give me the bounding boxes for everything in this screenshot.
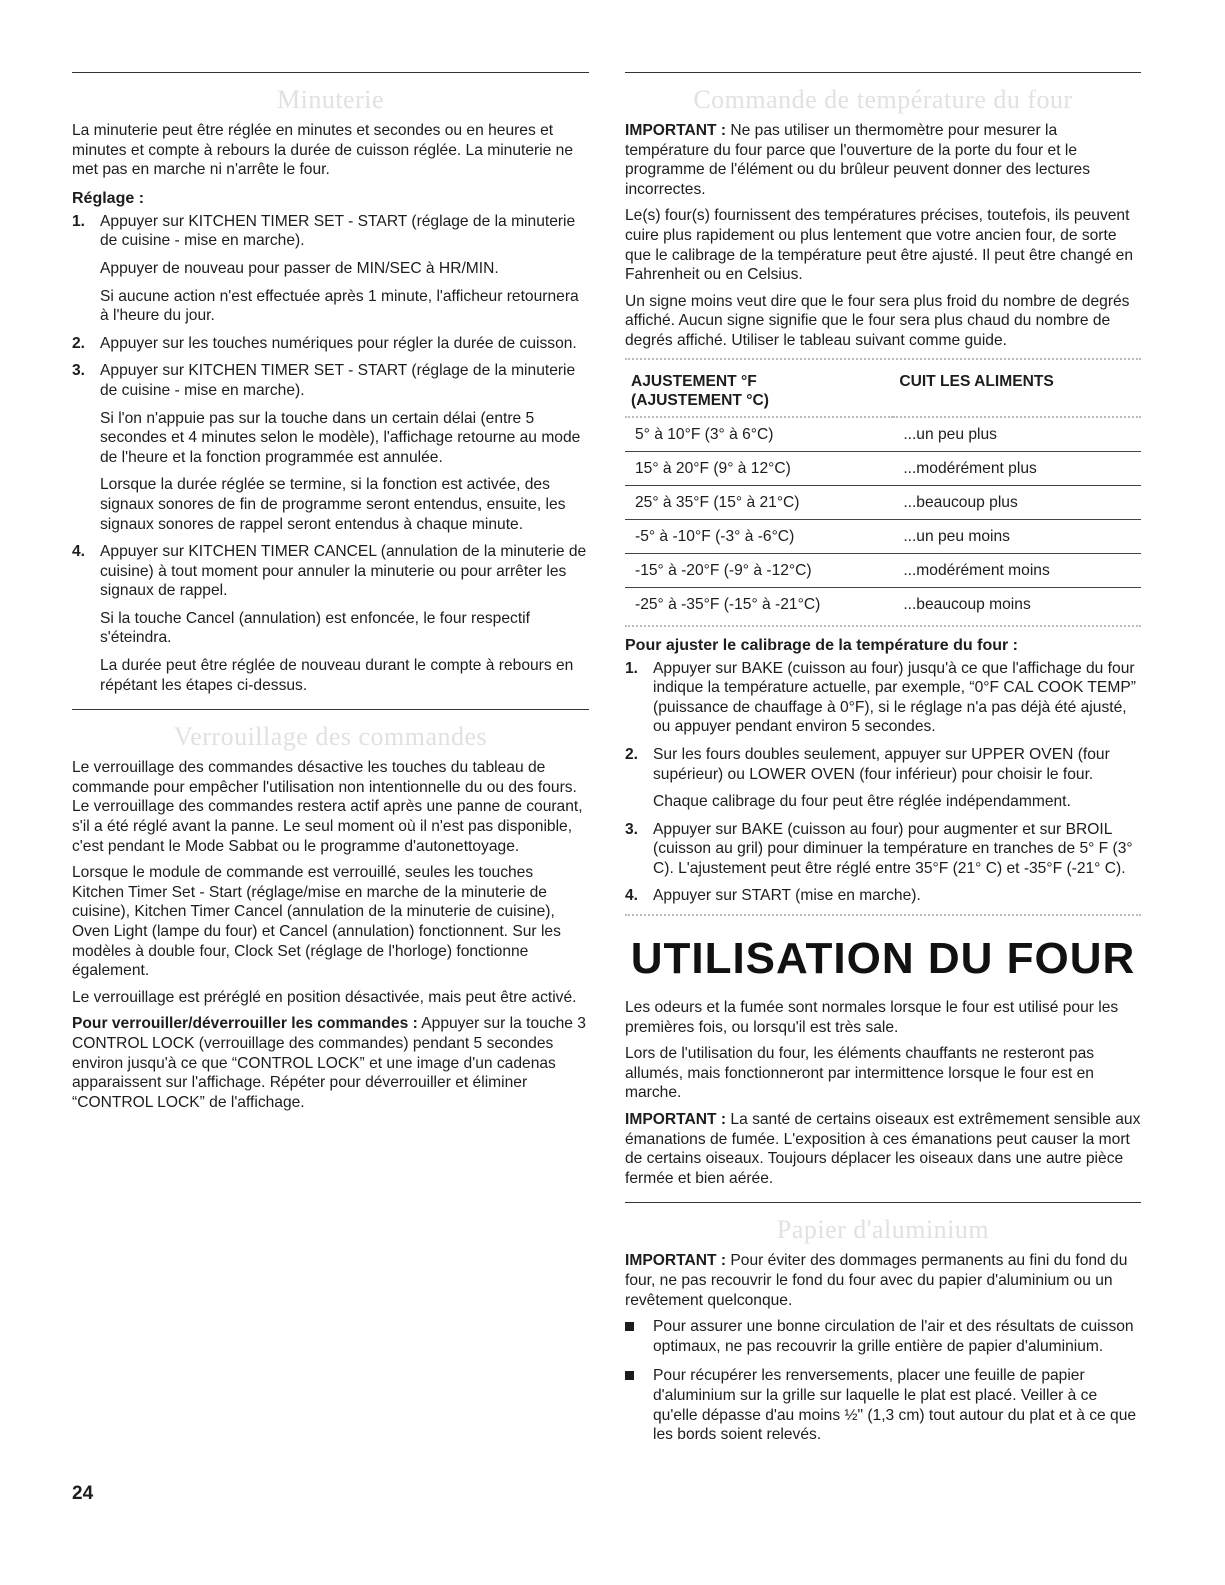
bullet-item	[625, 1317, 1141, 1356]
step-item	[625, 659, 1141, 737]
step-number: 4.	[625, 887, 639, 905]
step-item	[72, 542, 589, 695]
utilisation-p3	[625, 1110, 1141, 1188]
step-text: Sur les fours doubles seulement, appuyer sur UPPER OVEN (four supérieur) ou LOWER OVEN (four inférieur) pour choisir le four.	[653, 745, 1110, 783]
reglage-heading: Réglage :	[72, 189, 145, 207]
step-text: Chaque calibrage du four peut être réglée indépendamment.	[653, 793, 1071, 811]
papier-bullets	[625, 1317, 1141, 1445]
calibration-heading: Pour ajuster le calibrage de la température du four :	[625, 636, 1018, 654]
table-header-row	[625, 364, 1141, 416]
table-cell: ...beaucoup moins	[903, 595, 1031, 613]
step-item	[72, 361, 589, 534]
bullet-text: Pour assurer une bonne circulation de l'air et des résultats de cuisson optimaux, ne pas recouvrir la grille entière de papier d'aluminium.	[653, 1318, 1134, 1355]
table-cell: ...modérément moins	[893, 553, 1141, 587]
table-top-divider	[625, 358, 1141, 360]
table-cell: ...modérément plus	[893, 451, 1141, 485]
step-text: Si aucune action n'est effectuée après 1 minute, l'afficheur retournera à l'heure du jour.	[100, 287, 579, 325]
table-bottom-divider	[625, 625, 1141, 627]
square-bullet-icon	[625, 1322, 634, 1331]
table-row	[625, 417, 1141, 452]
step-item	[625, 886, 1141, 906]
step-text: Appuyer sur les touches numériques pour régler la durée de cuisson.	[100, 334, 577, 352]
minuterie-steps	[72, 212, 589, 695]
commande-temp-p3: Un signe moins veut dire que le four sera plus froid du nombre de degrés affiché. Aucun signe signifie que le four sera plus chaud du nombre de degrés affiché. Utiliser le tableau suivant comme guide.	[625, 292, 1130, 349]
important-label: IMPORTANT :	[625, 122, 727, 139]
verrouillage-p4	[72, 1014, 589, 1112]
utilisation-title: UTILISATION DU FOUR	[630, 934, 1136, 984]
step-text: Appuyer de nouveau pour passer de MIN/SEC à HR/MIN.	[100, 259, 499, 277]
table-row	[625, 485, 1141, 519]
right-column	[625, 72, 1141, 1455]
verrouillage-p4-text: Appuyer sur la touche 3 CONTROL LOCK (verrouillage des commandes) pendant 5 secondes environ jusqu'à ce que “CONTROL LOCK” et une image d'un cadenas apparaissent sur l'affichage. Répéter pour déverrouiller et éliminer “CONTROL LOCK” de l'affichage.	[72, 1015, 586, 1111]
step-item	[625, 820, 1141, 879]
step-number: 3.	[72, 362, 86, 380]
section-divider	[72, 72, 589, 73]
step-number: 2.	[625, 745, 639, 763]
table-row	[625, 587, 1141, 621]
utilisation-p1: Les odeurs et la fumée sont normales lorsque le four est utilisé pour les premières fois, ou lorsqu'il est très sale.	[625, 999, 1119, 1036]
papier-p1-text: Pour éviter des dommages permanents au fini du fond du four, ne pas recouvrir le fond du four avec du papier d'aluminium ou un revêtement quelconque.	[625, 1252, 1128, 1309]
step-item	[625, 745, 1141, 812]
table-cell: -5° à -10°F (-3° à -6°C)	[625, 519, 893, 553]
table-row	[625, 519, 1141, 553]
calibration-table	[625, 364, 1141, 621]
left-column	[72, 72, 589, 1119]
section-divider	[625, 1202, 1141, 1203]
utilisation-p3-text: La santé de certains oiseaux est extrêmement sensible aux émanations de fumée. L'exposition à ces émanations peut causer la mort de certains oiseaux. Toujours déplacer les oiseaux dans une autre pièce fermée et bien aérée.	[625, 1111, 1141, 1187]
table-row	[625, 451, 1141, 485]
section-divider	[625, 72, 1141, 73]
verrouillage-p1: Le verrouillage des commandes désactive les touches du tableau de commande pour empêcher l'utilisation non intentionnelle du ou des fours. Le verrouillage des commandes restera actif après une panne de courant, s'il a été réglé avant la panne. Le seul moment où il n'est pas disponible, c'est pendant le Mode Sabbat ou le programme d'autonettoyage.	[72, 759, 583, 855]
table-cell: 25° à 35°F (15° à 21°C)	[625, 485, 893, 519]
table-cell: ...un peu plus	[893, 417, 1141, 452]
verrouillage-p3: Le verrouillage est préréglé en position désactivée, mais peut être activé.	[72, 988, 577, 1006]
step-item	[72, 334, 589, 354]
step-text: Appuyer sur KITCHEN TIMER SET - START (réglage de la minuterie de cuisine - mise en marche).	[100, 362, 576, 399]
verrouillage-title: Verrouillage des commandes	[173, 722, 488, 752]
step-number: 2.	[72, 334, 86, 352]
step-text: Si la touche Cancel (annulation) est enfoncée, le four respectif s'éteindra.	[100, 609, 530, 647]
commande-temp-p1	[625, 121, 1141, 199]
table-cell: 15° à 20°F (9° à 12°C)	[625, 451, 893, 485]
table-header-adjustment	[625, 364, 893, 416]
commande-temp-p2: Le(s) four(s) fournissent des températures précises, toutefois, ils peuvent cuire plus rapidement ou plus lentement que votre ancien four, de sorte que le calibrage de la température peut être ajusté. Il peut être changé en Fahrenheit ou en Celsius.	[625, 207, 1133, 284]
step-number: 3.	[625, 820, 639, 838]
square-bullet-icon	[625, 1371, 634, 1380]
calibration-steps	[625, 659, 1141, 907]
table-header-adjustment-c: (AJUSTEMENT °C)	[631, 391, 769, 409]
step-text: Appuyer sur BAKE (cuisson au four) jusqu'à ce que l'affichage du four indique la température actuelle, par exemple, “0°F CAL COOK TEMP” (puissance de chauffage à 0°F), si le réglage n'a pas déjà été ajusté, ou appuyer pendant environ 5 secondes.	[653, 659, 1136, 736]
step-text: Appuyer sur KITCHEN TIMER SET - START (réglage de la minuterie de cuisine - mise en marche).	[100, 212, 576, 250]
minuterie-title: Minuterie	[276, 85, 385, 114]
table-cell: ...un peu moins	[893, 519, 1141, 553]
commande-temp-title: Commande de température du four	[693, 85, 1073, 114]
table-cell: 5° à 10°F (3° à 6°C)	[625, 417, 893, 452]
step-text: Lorsque la durée réglée se termine, si la fonction est activée, des signaux sonores de fin de programme seront entendus, ensuite, les signaux sonores de rappel seront entendus à chaque minute.	[100, 476, 566, 533]
step-text: Appuyer sur BAKE (cuisson au four) pour augmenter et sur BROIL (cuisson au gril) pour diminuer la température en tranches de 5° F (3° C). L'ajustement peut être réglé entre 35°F (21° C) et -35°F (-21° C).	[653, 820, 1133, 877]
important-label: IMPORTANT :	[625, 1252, 727, 1270]
table-header-result: CUIT LES ALIMENTS	[899, 372, 1054, 390]
table-header-adjustment-f: AJUSTEMENT °F	[631, 372, 757, 390]
table-cell: -15° à -20°F (-9° à -12°C)	[625, 553, 893, 587]
step-number: 1.	[625, 659, 639, 677]
step-item	[72, 212, 589, 326]
step-text: Appuyer sur KITCHEN TIMER CANCEL (annulation de la minuterie de cuisine) à tout moment pour annuler la minuterie ou pour arrêter les signaux de rappel.	[100, 543, 587, 600]
utilisation-p2: Lors de l'utilisation du four, les éléments chauffants ne resteront pas allumés, mais fonctionneront par intermittence lorsque le four est en marche.	[625, 1045, 1095, 1102]
papier-p1	[625, 1251, 1141, 1310]
table-cell: -25° à -35°F (-15° à -21°C)	[635, 595, 821, 613]
commande-temp-p1-text: Ne pas utiliser un thermomètre pour mesurer la température du four parce que l'ouverture de la porte du four et le programme de l'élément ou du brûleur peuvent donner des lectures incorrectes.	[625, 122, 1091, 198]
step-number: 1.	[72, 212, 86, 230]
important-label: IMPORTANT :	[625, 1111, 727, 1129]
verrouillage-p4-lead: Pour verrouiller/déverrouiller les commandes :	[72, 1015, 418, 1033]
step-text: La durée peut être réglée de nouveau durant le compte à rebours en répétant les étapes ci-dessus.	[100, 657, 574, 694]
step-text: Si l'on n'appuie pas sur la touche dans un certain délai (entre 5 secondes et 4 minutes selon le modèle), l'affichage retourne au mode de l'heure et la fonction programmée est annulée.	[100, 409, 581, 466]
table-cell: ...beaucoup plus	[893, 485, 1141, 519]
bullet-text: Pour récupérer les renversements, placer une feuille de papier d'aluminium sur la grille sur laquelle le plat est placé. Veiller à ce qu'elle dépasse d'au moins ½" (1,3 cm) tout autour du plat et à ce que les bords soient relevés.	[653, 1367, 1137, 1444]
section-divider	[72, 709, 589, 710]
page-number: 24	[72, 1483, 94, 1504]
minuterie-intro: La minuterie peut être réglée en minutes et secondes ou en heures et minutes et compte à rebours la durée de cuisson réglée. La minuterie ne met pas en marche ni n'arrête le four.	[72, 122, 574, 179]
step-text: Appuyer sur START (mise en marche).	[653, 887, 921, 905]
section-dotted-divider	[625, 914, 1141, 916]
step-number: 4.	[72, 543, 86, 561]
papier-title: Papier d'aluminium	[776, 1215, 990, 1245]
bullet-item	[625, 1366, 1141, 1444]
verrouillage-p2: Lorsque le module de commande est verrouillé, seules les touches Kitchen Timer Set - Start (réglage/mise en marche de la minuterie de cuisine), Kitchen Timer Cancel (annulation de la minuterie de cuisine), Oven Light (lampe du four) et Cancel (annulation) fonctionnent. Sur les modèles à double four, Clock Set (réglage de l'horloge) fonctionne également.	[72, 864, 561, 980]
table-row	[625, 553, 1141, 587]
